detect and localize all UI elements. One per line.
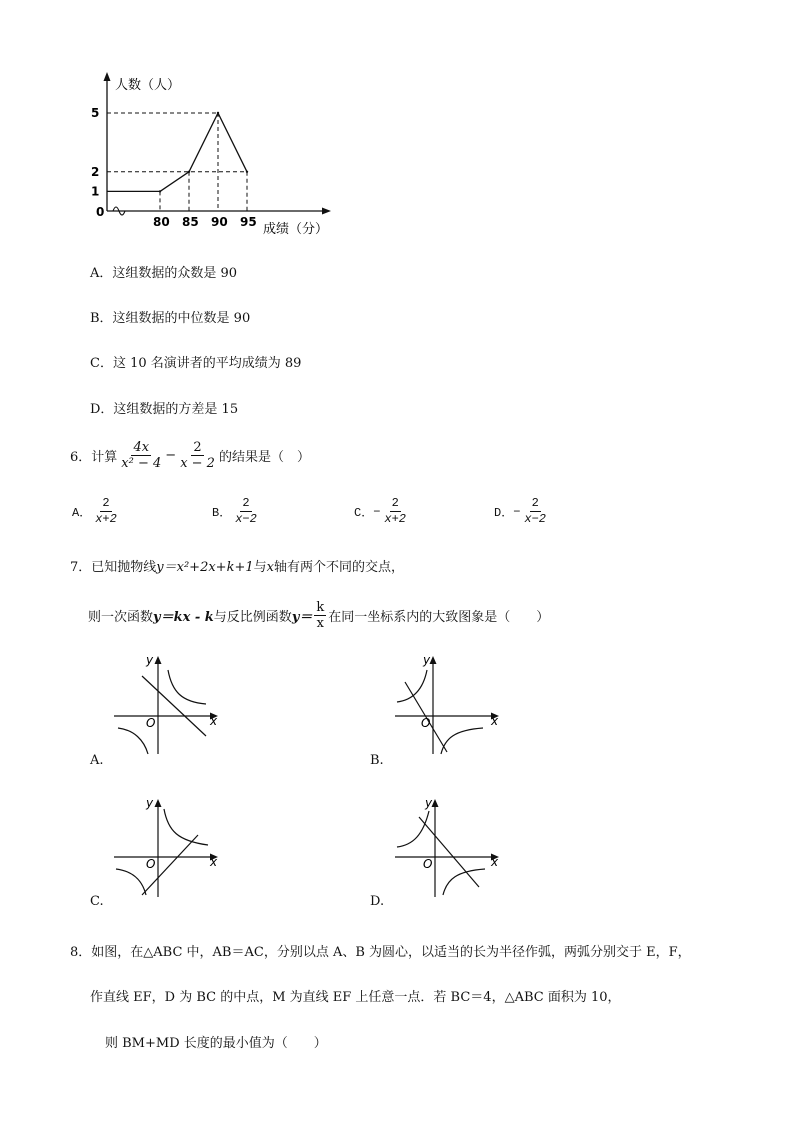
- y-axis-arrow: [104, 72, 111, 81]
- q7-line2-y: y＝: [291, 610, 313, 625]
- q7-line-2: [88, 600, 549, 631]
- q7-graph-b-label: B.: [370, 753, 384, 768]
- q6-option-d-label: D．: [494, 506, 514, 520]
- q6-option-a: [72, 496, 121, 527]
- q6-option-a-label: A．: [72, 506, 92, 520]
- graph-a-origin: O: [146, 716, 156, 730]
- data-point-90: [217, 112, 219, 114]
- q6-fraction-1: [119, 440, 163, 471]
- x-tick-label-95: 95: [240, 215, 257, 229]
- q6-option-c: [354, 496, 410, 527]
- graph-c-hyperbola-upper: [164, 809, 208, 845]
- x-tick-label-85: 85: [182, 215, 199, 229]
- graph-d-y-arrow: [432, 799, 439, 807]
- q8-line1-text: 如图，在△ABC 中，AB＝AC，分别以点 A、B 为圆心，以适当的长为半径作弧，两弧分别交于 E，F，: [91, 945, 691, 960]
- q6-option-b-numerator: 2: [242, 496, 250, 510]
- y-tick-label-1: 1: [91, 184, 100, 199]
- y-tick-label-5: 5: [91, 106, 100, 120]
- q7-graph-a-label: A.: [90, 753, 104, 768]
- graph-c-x-label: x: [210, 855, 218, 869]
- q7-parabola-eq: y＝x²+2x+k+1: [156, 560, 254, 575]
- data-point-95: [246, 171, 248, 173]
- data-point-80: [159, 190, 161, 192]
- q6-option-c-numerator: 2: [391, 496, 399, 510]
- q7-line1-c: 轴有两个不同的交点，: [273, 560, 404, 575]
- q8-line-3: 则 BM+MD 长度的最小值为（ ）: [105, 1036, 327, 1051]
- q6-fraction-1-denominator: x² − 4: [121, 456, 162, 471]
- q7-line2-b: 与反比例函数: [213, 610, 292, 625]
- q7-number: 7．: [70, 560, 92, 575]
- q5-option-c: C．这 10 名演讲者的平均成绩为 89: [90, 356, 302, 371]
- q7-graph-a: [112, 652, 222, 757]
- q6-fraction-1-numerator: 4x: [133, 440, 150, 455]
- graph-b-y-arrow: [430, 656, 437, 664]
- q6-option-a-denominator: x+2: [95, 512, 117, 526]
- y-axis-label: 人数（人）: [115, 78, 181, 93]
- q7-linear-eq: y＝kx - k: [153, 610, 214, 625]
- y-tick-label-2: 2: [91, 164, 100, 179]
- q6-option-c-sign: −: [373, 504, 381, 519]
- q7-graph-d-label: D.: [370, 894, 385, 909]
- q6-prefix: 计算: [91, 450, 118, 465]
- q6-option-d-sign: −: [513, 504, 521, 519]
- x-tick-label-80: 80: [153, 215, 170, 229]
- graph-c-y-label: y: [146, 796, 154, 810]
- q5-option-d: D．这组数据的方差是 15: [90, 402, 239, 417]
- graph-c-y-arrow: [155, 799, 162, 807]
- q7-line2-a: 则一次函数: [88, 610, 154, 625]
- x-axis-arrow: [322, 208, 331, 215]
- q7-inverse-fraction: [314, 600, 326, 631]
- series-line: [160, 113, 247, 191]
- q8-line-2: 作直线 EF，D 为 BC 的中点，M 为直线 EF 上任意一点．若 BC＝4，△ABC 面积为 10，: [90, 990, 621, 1005]
- graph-a-y-label: y: [146, 653, 154, 667]
- graph-d-y-label: y: [425, 796, 433, 810]
- q7-graph-b: [393, 652, 503, 757]
- q7-line1-a: 已知抛物线: [91, 560, 157, 575]
- q6-suffix: 的结果是（ ）: [218, 450, 310, 465]
- x-tick-label-90: 90: [211, 215, 228, 229]
- origin-label: 0: [96, 205, 105, 219]
- graph-b-origin: O: [421, 716, 431, 730]
- graph-d-hyperbola-lower: [443, 869, 485, 895]
- q7-graph-c: [112, 795, 222, 900]
- q6-option-d-fraction: [522, 496, 548, 527]
- q6-fraction-2-denominator: x − 2: [180, 456, 215, 471]
- graph-b-hyperbola-lower: [441, 728, 483, 754]
- graph-d-line: [419, 817, 479, 887]
- q6-option-d-denominator: x−2: [524, 512, 547, 526]
- graph-a-hyperbola-lower: [118, 728, 148, 754]
- graph-d-hyperbola-upper: [397, 811, 429, 847]
- q6-option-c-denominator: x+2: [384, 512, 407, 526]
- q6-option-b-label: B．: [212, 506, 232, 520]
- graph-a-hyperbola-upper: [168, 670, 206, 704]
- q6-option-c-fraction: [382, 496, 408, 527]
- q6-number: 6．: [70, 450, 92, 465]
- graph-c-hyperbola-lower: [116, 869, 146, 895]
- graph-b-y-label: y: [423, 653, 431, 667]
- q6-minus: −: [165, 448, 177, 463]
- q6-fraction-2: [178, 440, 217, 471]
- q6-option-c-label: C．: [354, 506, 374, 520]
- q6-option-a-fraction: [93, 496, 119, 527]
- graph-a-y-arrow: [155, 656, 162, 664]
- q7-line2-c: 在同一坐标系内的大致图象是（ ）: [328, 610, 550, 625]
- graph-b-hyperbola-upper: [397, 670, 427, 702]
- q7-graph-d: [393, 795, 503, 900]
- q5-option-b: B．这组数据的中位数是 90: [90, 311, 251, 326]
- q7-graph-c-label: C.: [90, 894, 104, 909]
- q7-inverse-numerator: k: [316, 600, 325, 615]
- q5-option-a: A．这组数据的众数是 90: [90, 266, 238, 281]
- q7-line1-b: 与: [253, 560, 267, 575]
- q6-option-b-denominator: x−2: [235, 512, 257, 526]
- q6-option-a-numerator: 2: [102, 496, 110, 510]
- q8-number: 8．: [70, 945, 92, 960]
- q6-fraction-2-numerator: 2: [193, 440, 202, 455]
- q7-line-1: [70, 556, 404, 575]
- frequency-line-chart: [85, 70, 345, 245]
- q7-inverse-denominator: x: [316, 616, 324, 631]
- q6-option-b-fraction: [233, 496, 259, 527]
- graph-a-x-label: x: [210, 714, 218, 728]
- q6-option-d-numerator: 2: [531, 496, 539, 510]
- data-point-85: [188, 171, 190, 173]
- graph-d-origin: O: [423, 857, 433, 871]
- q6-option-d: [494, 496, 550, 527]
- q6-option-b: [212, 496, 261, 527]
- graph-c-origin: O: [146, 857, 156, 871]
- q6-stem: [70, 440, 310, 471]
- graph-d-x-label: x: [491, 855, 499, 869]
- x-axis-label: 成绩（分）: [263, 222, 329, 237]
- q7-line1-x: x: [266, 560, 274, 575]
- q8-line-1: [70, 941, 691, 960]
- graph-b-x-label: x: [491, 714, 499, 728]
